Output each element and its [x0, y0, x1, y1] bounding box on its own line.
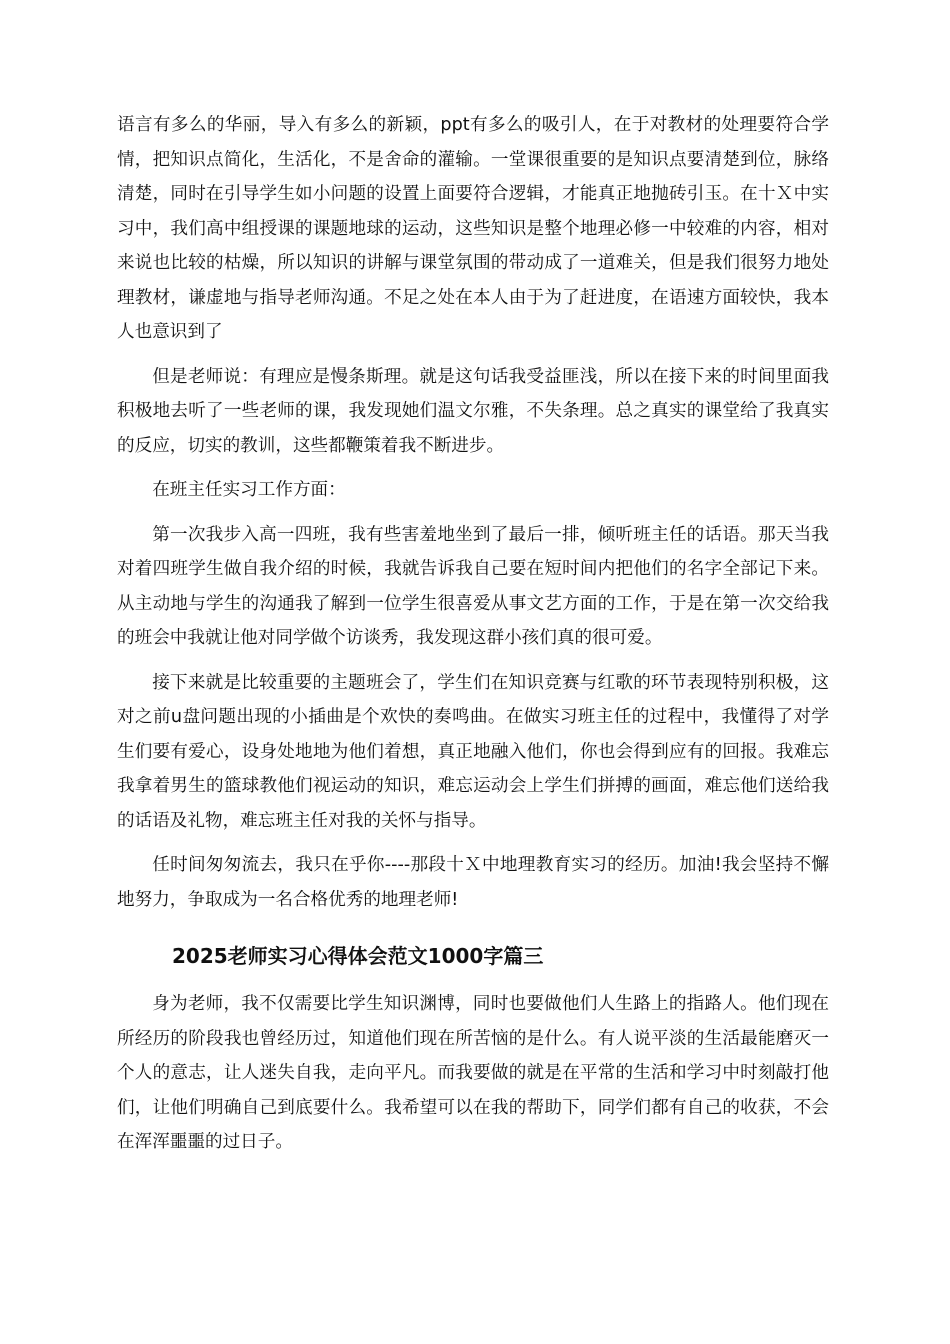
paragraph-theme-meeting: 接下来就是比较重要的主题班会了，学生们在知识竞赛与红歌的环节表现特别积极，这对之前u盘问题出现的小插曲是个欢快的奏鸣曲。在做实习班主任的过程中，我懂得了对学生们要有爱心，设身处地地为他们着想，真正地融入他们，你也会得到应有的回报。我难忘我拿着男生的篮球教他们视运动的知识，难忘运动会上学生们拼搏的画面，难忘他们送给我的话语及礼物，难忘班主任对我的关怀与指导。	[117, 672, 829, 831]
paragraph-conclusion: 任时间匆匆流去，我只在乎你----那段十Ｘ中地理教育实习的经历。加油!我会坚持不懈地努力，争取成为一名合格优秀的地理老师!	[117, 855, 829, 910]
paragraph-teacher-advice: 但是老师说：有理应是慢条斯理。就是这句话我受益匪浅，所以在接下来的时间里面我积极地去听了一些老师的课，我发现她们温文尔雅，不失条理。总之真实的课堂给了我真实的反应，切实的教训，这些都鞭策着我不断进步。	[117, 366, 829, 456]
paragraph-section-three: 身为老师，我不仅需要比学生知识渊博，同时也要做他们人生路上的指路人。他们现在所经历的阶段我也曾经历过，知道他们现在所苦恼的是什么。有人说平淡的生活最能磨灭一个人的意志，让人迷失自我，走向平凡。而我要做的就是在平常的生活和学习中时刻敲打他们，让他们明确自己到底要什么。我希望可以在我的帮助下，同学们都有自己的收获，不会在浑浑噩噩的过日子。	[117, 994, 829, 1152]
paragraph-first-class: 第一次我步入高一四班，我有些害羞地坐到了最后一排，倾听班主任的话语。那天当我对着四班学生做自我介绍的时候，我就告诉我自己要在短时间内把他们的名字全部记下来。从主动地与学生的沟通我了解到一位学生很喜爱从事文艺方面的工作，于是在第一次交给我的班会中我就让他对同学做个访谈秀，我发现这群小孩们真的很可爱。	[117, 524, 829, 648]
document-page	[117, 108, 829, 1160]
section-heading: 2025老师实习心得体会范文1000字篇三	[172, 944, 544, 968]
paragraph-class-teacher-intro: 在班主任实习工作方面：	[152, 480, 346, 500]
paragraph-continued: 语言有多么的华丽，导入有多么的新颖，ppt有多么的吸引人，在于对教材的处理要符合学情，把知识点简化，生活化，不是舍命的灌输。一堂课很重要的是知识点要清楚到位，脉络清楚，同时在引导学生如小问题的设置上面要符合逻辑，才能真正地抛砖引玉。在十Ｘ中实习中，我们高中组授课的课题地球的运动，这些知识是整个地理必修一中较难的内容，相对来说也比较的枯燥，所以知识的讲解与课堂氛围的带动成了一道难关，但是我们很努力地处理教材，谦虚地与指导老师沟通。不足之处在本人由于为了赶进度，在语速方面较快，我本人也意识到了	[117, 115, 829, 342]
